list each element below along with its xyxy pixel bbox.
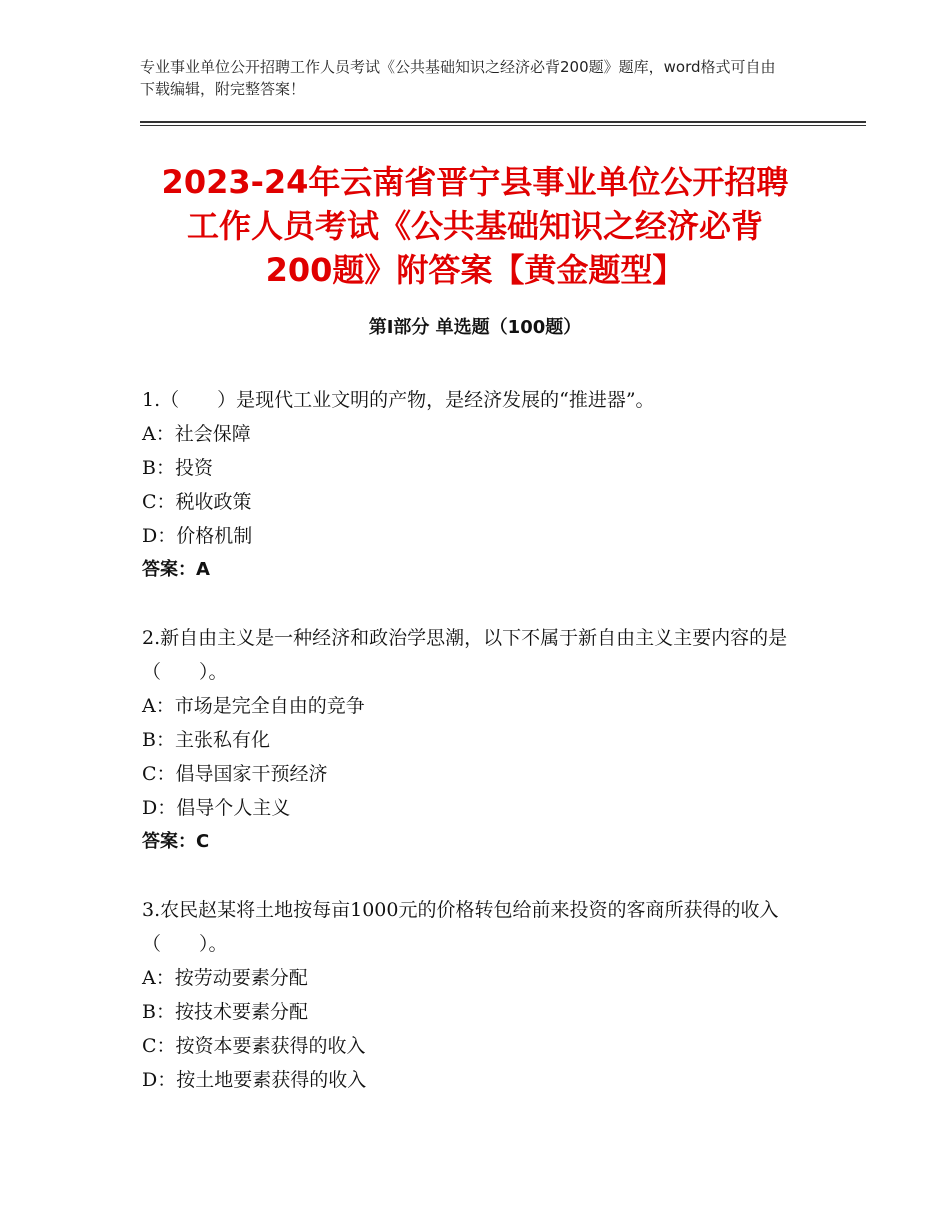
- question-1: [142, 383, 822, 587]
- header-divider-thick: [140, 121, 866, 123]
- option-b: B：主张私有化: [142, 729, 270, 751]
- option-d: D：按土地要素获得的收入: [142, 1069, 367, 1091]
- option-a: A：市场是完全自由的竞争: [142, 695, 365, 717]
- question-list: [142, 383, 822, 1131]
- question-stem: 2.新自由主义是一种经济和政治学思潮，以下不属于新自由主义主要内容的是（ ）。: [142, 627, 788, 683]
- option-d: D：倡导个人主义: [142, 797, 291, 819]
- question-3: [142, 893, 822, 1097]
- option-c: C：倡导国家干预经济: [142, 763, 328, 785]
- section-heading: 第Ⅰ部分 单选题（100题）: [368, 317, 582, 338]
- document-title: [100, 160, 850, 292]
- title-line-3: 200题》附答案【黄金题型】: [265, 251, 685, 289]
- question-stem: 1.（ ）是现代工业文明的产物，是经济发展的“推进器”。: [142, 389, 655, 411]
- option-a: A：社会保障: [142, 423, 251, 445]
- header-divider-thin: [140, 125, 866, 126]
- answer: 答案：A: [142, 559, 210, 580]
- option-b: B：按技术要素分配: [142, 1001, 308, 1023]
- option-b: B：投资: [142, 457, 213, 479]
- option-d: D：价格机制: [142, 525, 253, 547]
- title-line-2: 工作人员考试《公共基础知识之经济必背: [186, 207, 763, 245]
- answer: 答案：C: [142, 831, 210, 852]
- question-2: [142, 621, 822, 859]
- header-note: 专业事业单位公开招聘工作人员考试《公共基础知识之经济必背200题》题库，word格式可自由下载编辑，附完整答案！: [140, 58, 776, 98]
- option-a: A：按劳动要素分配: [142, 967, 308, 989]
- option-c: C：税收政策: [142, 491, 252, 513]
- option-c: C：按资本要素获得的收入: [142, 1035, 366, 1057]
- question-stem: 3.农民赵某将土地按每亩1000元的价格转包给前来投资的客商所获得的收入（ ）。: [142, 899, 779, 955]
- title-line-1: 2023-24年云南省晋宁县事业单位公开招聘: [161, 163, 789, 201]
